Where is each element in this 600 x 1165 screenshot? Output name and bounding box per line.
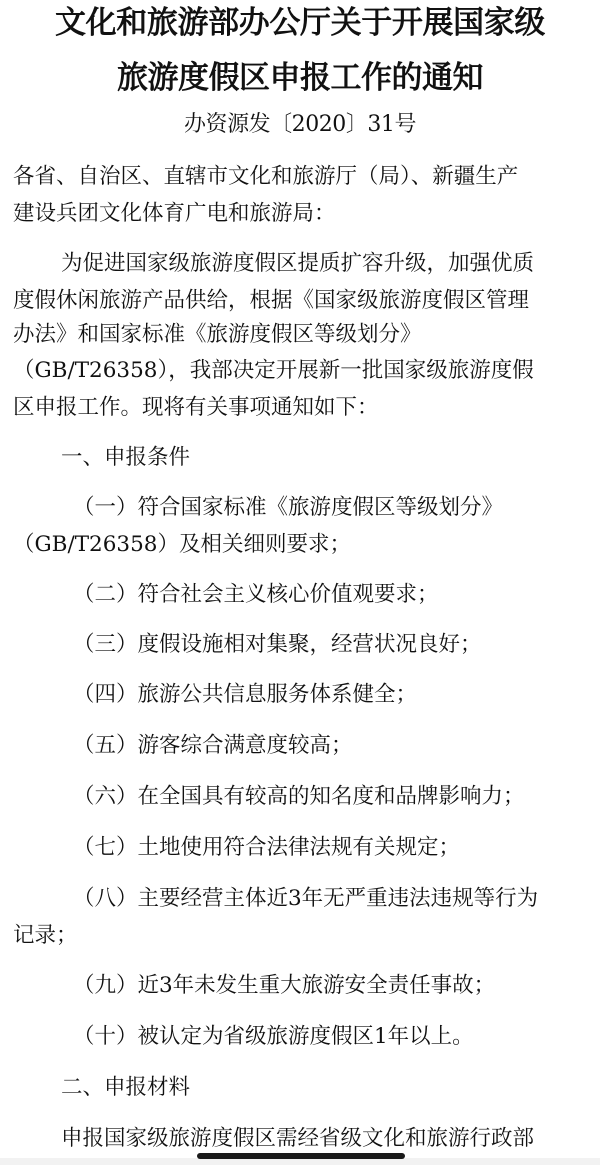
intro-line-2: 度假休闲旅游产品供给，根据《国家级旅游度假区管理 [13,288,530,313]
condition-1-line-1: （一）符合国家标准《旅游度假区等级划分》 [73,495,504,520]
condition-4: （四）旅游公共信息服务体系健全； [73,682,418,707]
section-heading-conditions: 一、申报条件 [61,445,191,470]
condition-1-line-2: （GB/T26358）及相关细则要求； [13,532,351,557]
condition-7: （七）土地使用符合法律法规有关规定； [73,835,461,860]
condition-9: （九）近3年未发生重大旅游安全责任事故； [73,973,496,998]
recipients-line-1: 各省、自治区、直辖市文化和旅游厅（局）、新疆生产 [13,164,519,189]
condition-8-line-1: （八）主要经营主体近3年无严重违法违规等行为 [73,886,539,911]
condition-10: （十）被认定为省级旅游度假区1年以上。 [73,1024,474,1049]
condition-8-line-2: 记录； [13,923,78,948]
home-indicator[interactable] [197,1153,405,1159]
document-title-line-1: 文化和旅游部办公厅关于开展国家级 [55,5,545,41]
intro-line-4: （GB/T26358），我部决定开展新一批国家级旅游度假 [13,358,534,383]
condition-2: （二）符合社会主义核心价值观要求； [73,582,439,607]
intro-line-5: 区申报工作。现将有关事项通知如下： [13,395,379,420]
intro-line-1: 为促进国家级旅游度假区提质扩容升级，加强优质 [61,251,535,276]
condition-6: （六）在全国具有较高的知名度和品牌影响力； [73,784,525,809]
materials-line-1: 申报国家级旅游度假区需经省级文化和旅游行政部 [61,1126,535,1151]
intro-line-3: 办法》和国家标准《旅游度假区等级划分》 [13,322,422,347]
condition-3: （三）度假设施相对集聚，经营状况良好； [73,632,482,657]
document-number: 办资源发〔2020〕31号 [183,112,416,137]
bottom-fade [0,1158,600,1165]
section-heading-materials: 二、申报材料 [61,1075,191,1100]
document-title-line-2: 旅游度假区申报工作的通知 [117,60,483,96]
condition-5: （五）游客综合满意度较高； [73,733,353,758]
recipients-line-2: 建设兵团文化体育广电和旅游局： [13,201,336,226]
